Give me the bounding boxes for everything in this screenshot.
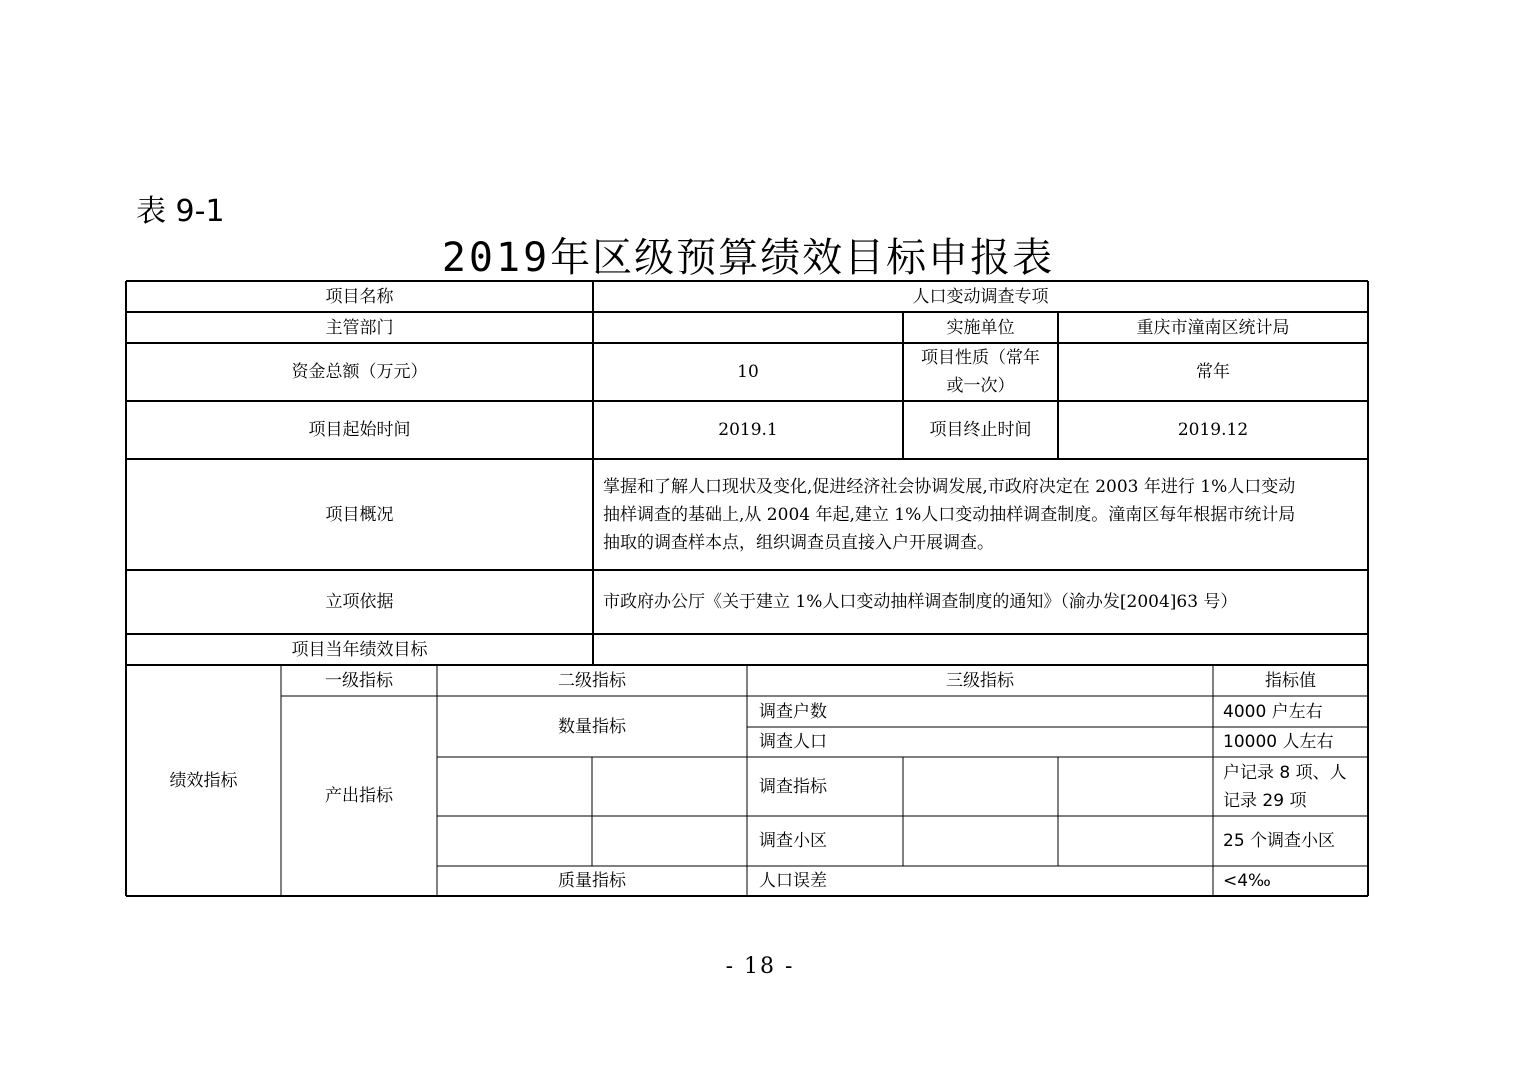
level2-header: 二级指标: [558, 670, 626, 691]
indicator-name: 调查指标: [759, 776, 827, 797]
indicator-name: 调查人口: [759, 732, 827, 752]
overview-line-2: 抽样调查的基础上,从 2004 年起,建立 1%人口变动抽样调查制度。潼南区每年根据市统计局: [603, 504, 1296, 525]
start-time-value: 2019.1: [718, 420, 778, 440]
implementing-unit-value: 重庆市潼南区统计局: [1136, 317, 1290, 338]
level1-header: 一级指标: [325, 670, 393, 691]
title-year: 2019: [441, 235, 551, 281]
project-nature-label-line2: 或一次）: [946, 376, 1015, 396]
implementing-unit-label: 实施单位: [946, 317, 1015, 338]
overview-line-3: 抽取的调查样本点，组织调查员直接入户开展调查。: [603, 532, 994, 553]
project-name-label: 项目名称: [325, 286, 394, 307]
indicator-name: 调查小区: [759, 831, 827, 851]
department-value: [593, 312, 903, 343]
project-name-value: 人口变动调查专项: [912, 286, 1049, 307]
project-nature-value: 常年: [1196, 362, 1230, 382]
overview-label: 项目概况: [325, 504, 394, 525]
end-time-label: 项目终止时间: [929, 420, 1032, 440]
annual-goal-value: [593, 634, 1368, 665]
indicator-value-header: 指标值: [1265, 670, 1316, 691]
basis-value: 市政府办公厅《关于建立 1%人口变动抽样调查制度的通知》（渝办发[2004]63 号）: [603, 592, 1238, 612]
annual-goal-label: 项目当年绩效目标: [291, 639, 428, 660]
indicator-name: 调查户数: [759, 701, 827, 722]
overview-line-1: 掌握和了解人口现状及变化,促进经济社会协调发展,市政府决定在 2003 年进行 1%人口变动: [603, 476, 1296, 497]
table-number-label: 表 9-1: [136, 194, 225, 229]
end-time-value: 2019.12: [1177, 420, 1249, 440]
output-indicator-label: 产出指标: [325, 786, 393, 806]
project-nature-label: [903, 343, 1058, 401]
indicator-value: 25 个调查小区: [1223, 831, 1336, 851]
title-text: 年区级预算绩效目标申报表: [550, 235, 1055, 281]
indicator-value: 4000 户左右: [1223, 701, 1323, 722]
start-time-label: 项目起始时间: [308, 420, 411, 440]
basis-label: 立项依据: [325, 592, 394, 612]
indicator-value: 10000 人左右: [1223, 732, 1334, 752]
indicator-value-line1: 户记录 8 项、人: [1223, 762, 1347, 783]
page-number: - 18 -: [725, 954, 795, 979]
overview-text: [593, 459, 1368, 570]
quality-indicator-label: 质量指标: [558, 871, 626, 891]
performance-indicators-label: 绩效指标: [169, 770, 238, 791]
fund-total-value: 10: [737, 362, 759, 382]
level3-header: 三级指标: [946, 670, 1014, 691]
project-nature-label-line1: 项目性质（常年: [921, 348, 1040, 368]
indicator-name: 人口误差: [759, 871, 827, 891]
quantity-indicator-label: 数量指标: [558, 716, 626, 737]
fund-total-label: 资金总额（万元）: [291, 362, 428, 382]
indicator-value: [1213, 757, 1368, 816]
indicator-value-line2: 记录 29 项: [1223, 790, 1307, 811]
indicator-value: <4‰: [1223, 871, 1271, 891]
department-label: 主管部门: [325, 317, 394, 338]
